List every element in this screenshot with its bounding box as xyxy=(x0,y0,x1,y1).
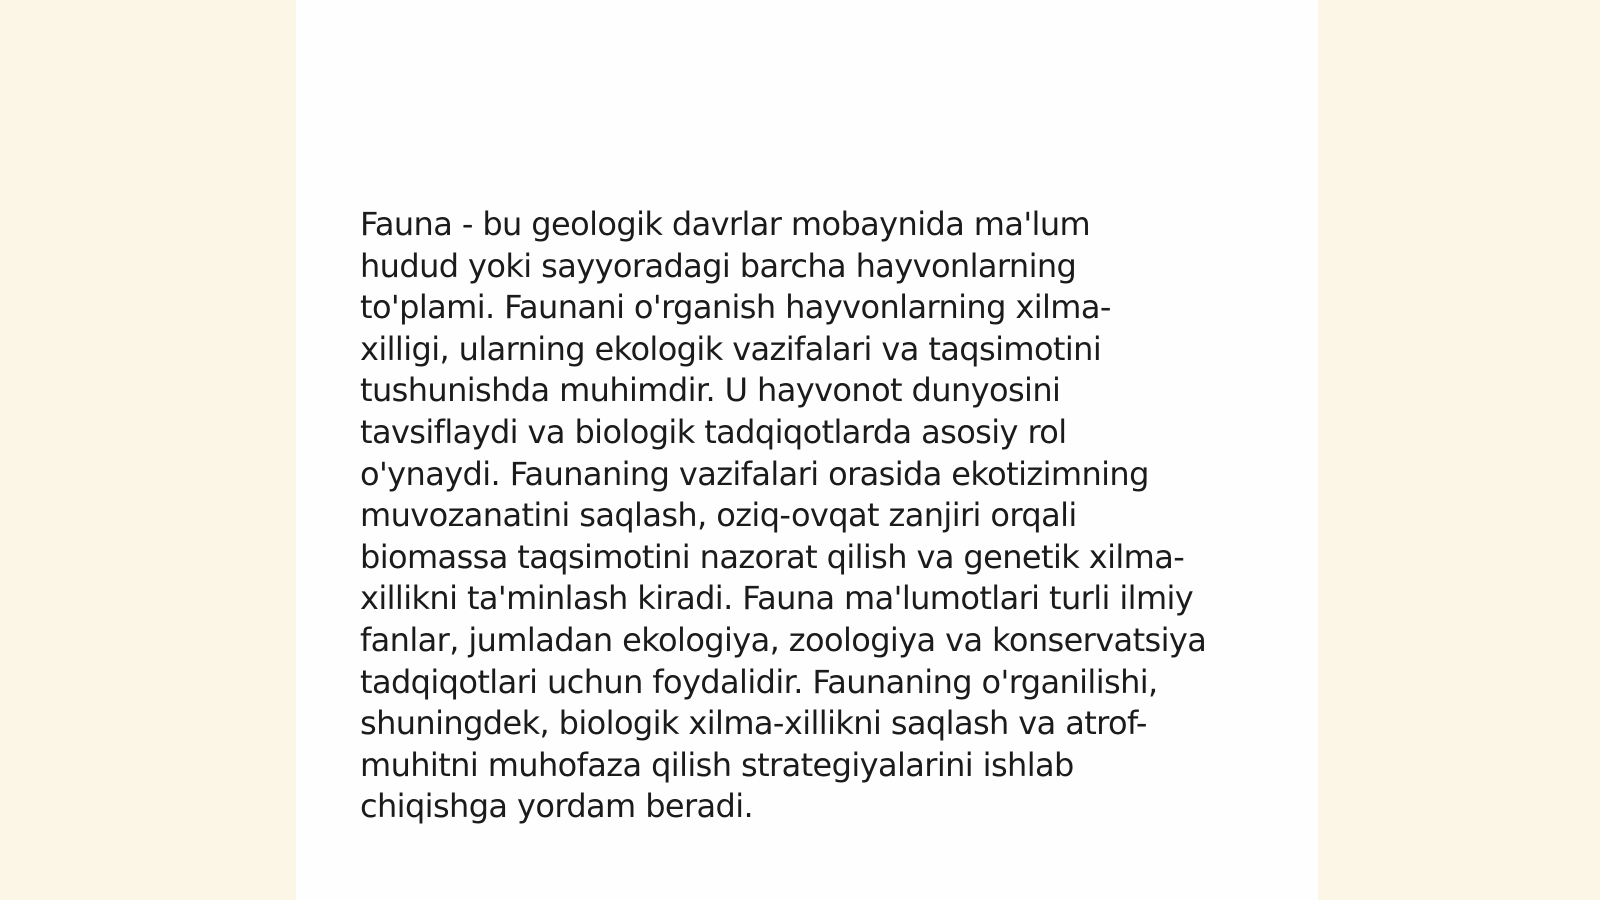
paragraph-line: muvozanatini saqlash, oziq-ovqat zanjiri orqali xyxy=(360,496,1077,535)
paragraph-line: shuningdek, biologik xilma-xillikni saqlash va atrof- xyxy=(360,704,1147,743)
paragraph-line: chiqishga yordam beradi. xyxy=(360,787,754,826)
right-margin-background xyxy=(1318,0,1600,900)
paragraph-line: xillikni ta'minlash kiradi. Fauna ma'lumotlari turli ilmiy xyxy=(360,579,1194,618)
paragraph-line: hudud yoki sayyoradagi barcha hayvonlarning xyxy=(360,246,1077,285)
left-margin-background xyxy=(0,0,296,900)
paragraph-line: Fauna - bu geologik davrlar mobaynida ma'lum xyxy=(360,205,1091,243)
body-paragraph xyxy=(360,204,1260,828)
paragraph-line: xilligi, ularning ekologik vazifalari va taqsimotini xyxy=(360,329,1102,368)
paragraph-line: muhitni muhofaza qilish strategiyalarini ishlab xyxy=(360,745,1074,784)
paragraph-line: to'plami. Faunani o'rganish hayvonlarning xilma- xyxy=(360,288,1111,327)
paragraph-line: tavsiflaydi va biologik tadqiqotlarda asosiy rol xyxy=(360,412,1067,451)
paragraph-line: o'ynaydi. Faunaning vazifalari orasida ekotizimning xyxy=(360,454,1149,493)
document-page xyxy=(296,0,1318,900)
paragraph-line: biomassa taqsimotini nazorat qilish va genetik xilma- xyxy=(360,537,1185,576)
paragraph-line: fanlar, jumladan ekologiya, zoologiya va konservatsiya xyxy=(360,620,1207,659)
paragraph-line: tadqiqotlari uchun foydalidir. Faunaning o'rganilishi, xyxy=(360,662,1158,701)
paragraph-line: tushunishda muhimdir. U hayvonot dunyosini xyxy=(360,371,1061,410)
